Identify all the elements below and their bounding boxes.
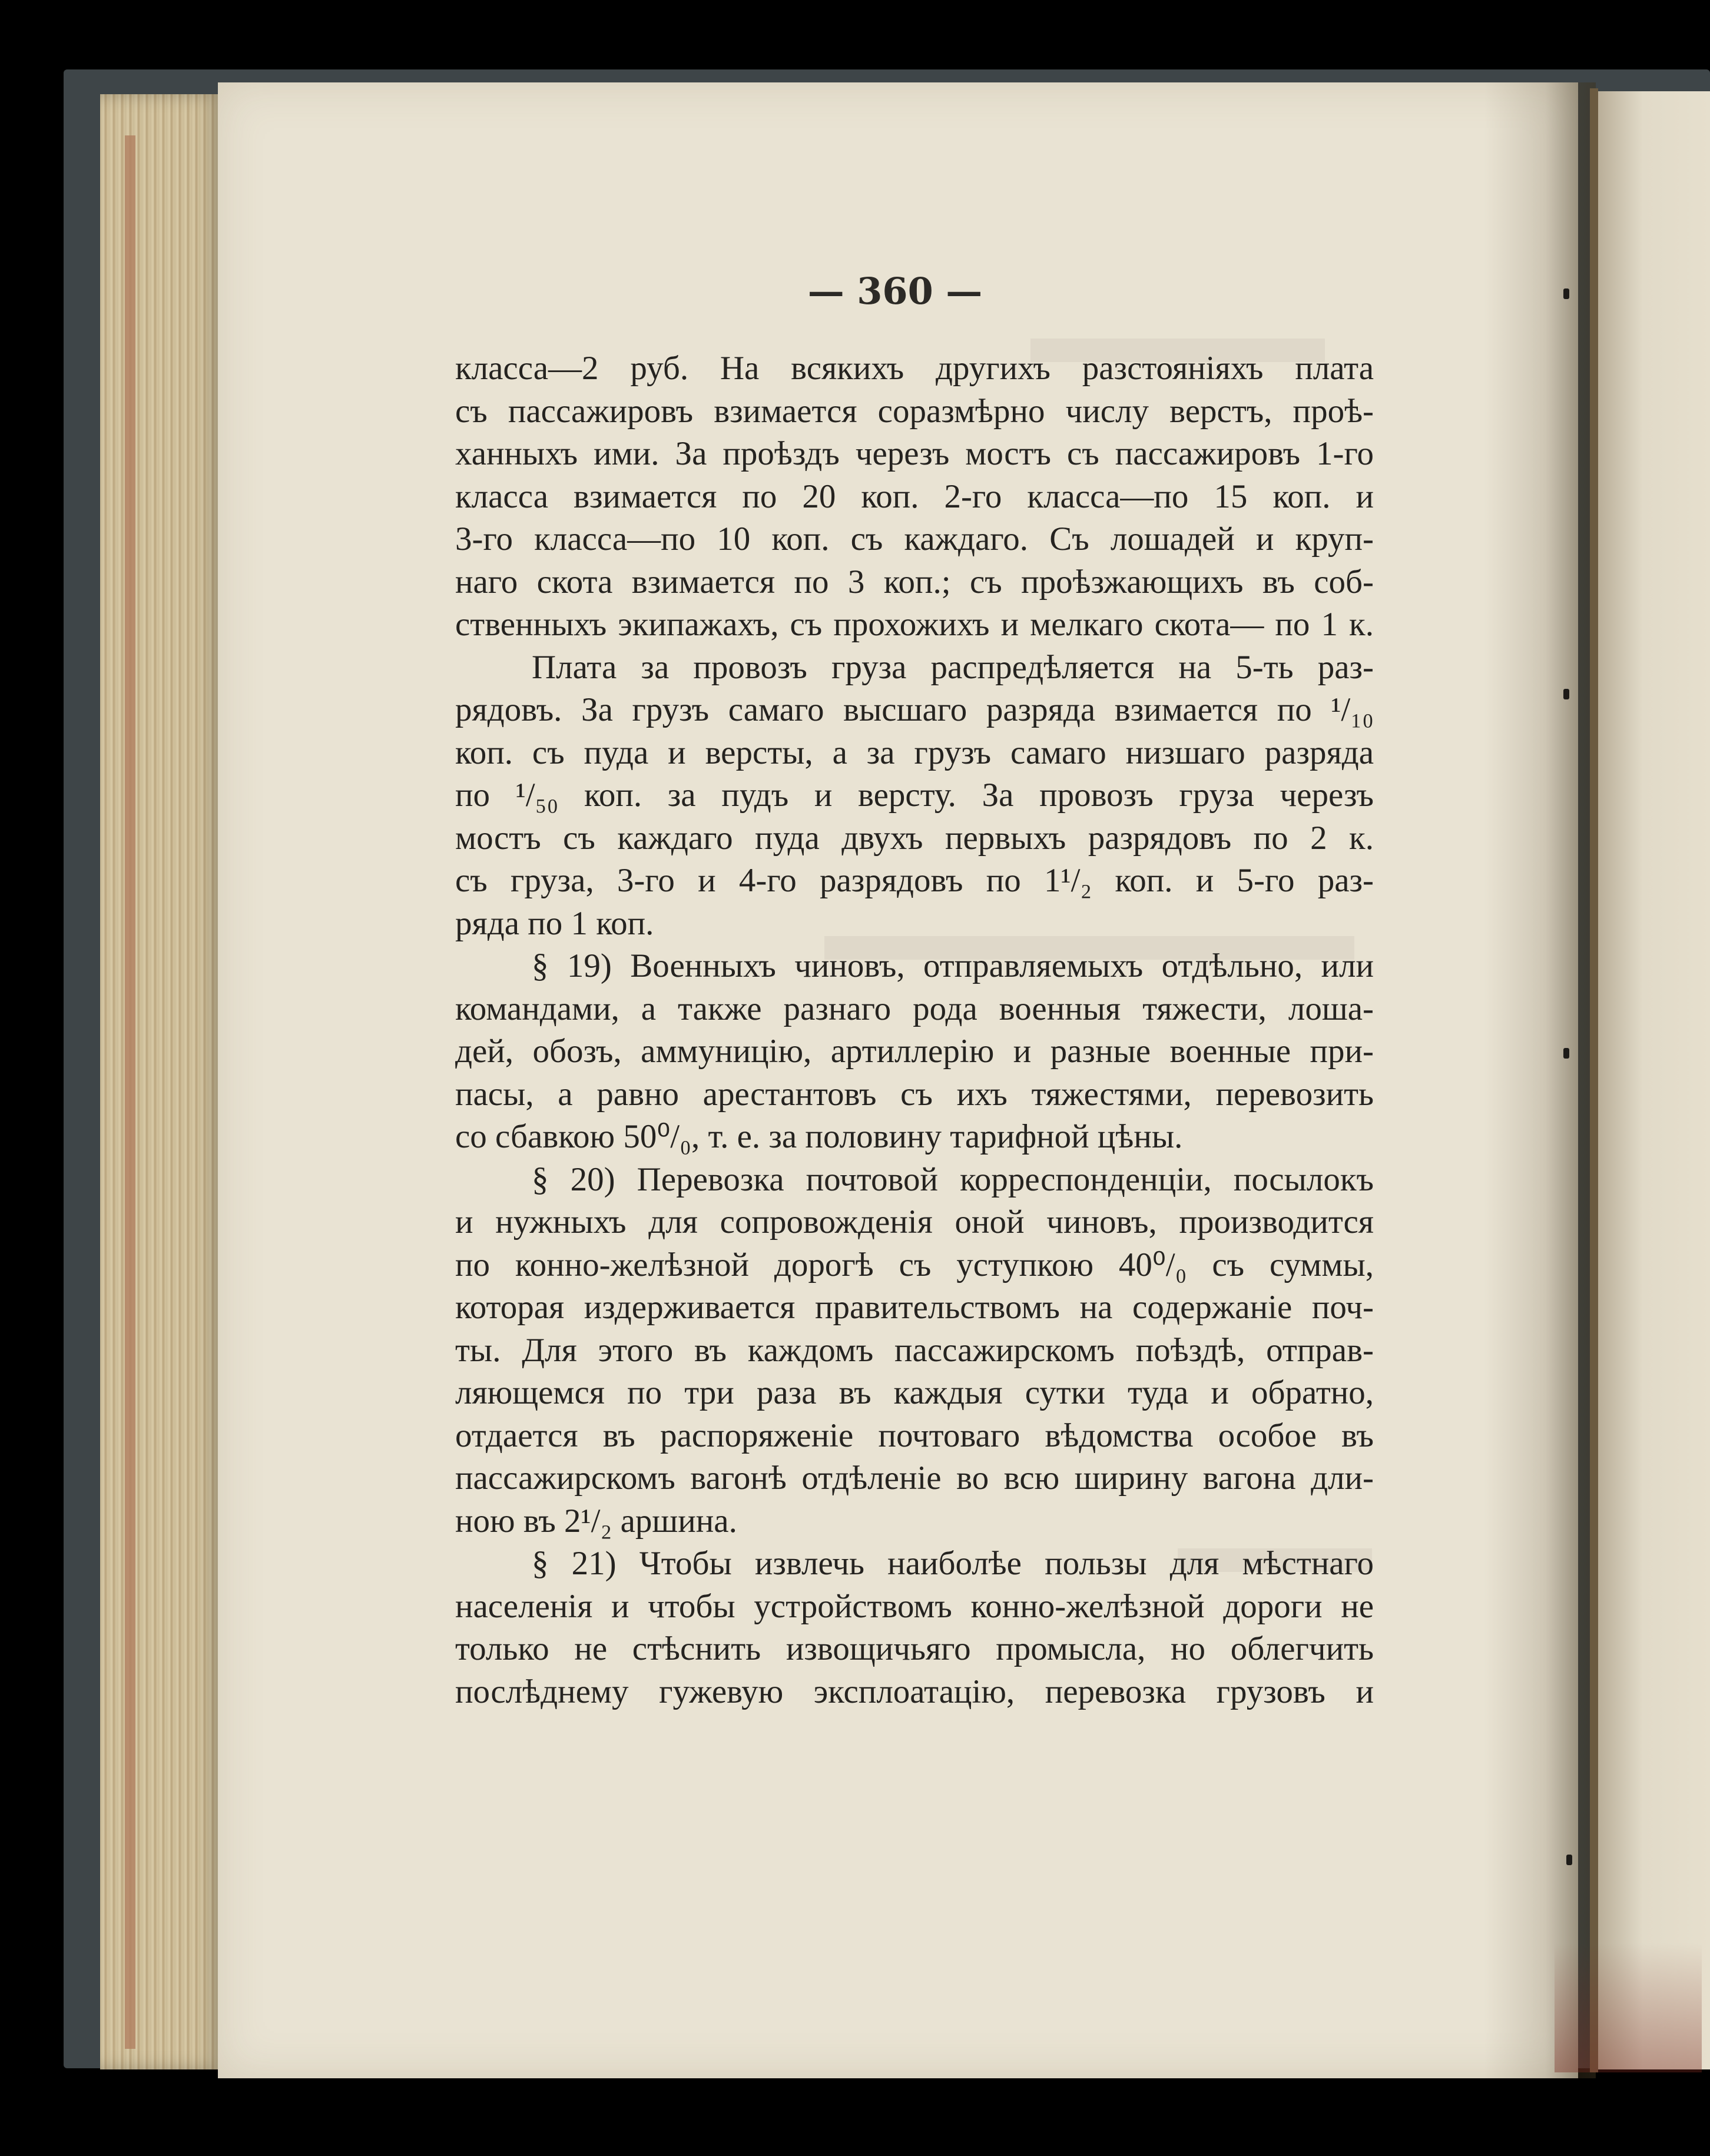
- text-line: послѣднему гужевую эксплоатацію, перевозка грузовъ и: [455, 1673, 1374, 1710]
- margin-mark: [1563, 1048, 1569, 1059]
- text-line: ханныхъ ими. За проѣздъ черезъ мостъ съ пассажировъ 1-го: [455, 435, 1374, 472]
- text-line: дей, обозъ, аммуницію, артиллерію и разные военные при-: [455, 1033, 1374, 1070]
- text-line: 3-го класса—по 10 коп. съ каждаго. Съ лошадей и круп-: [455, 520, 1374, 558]
- text-line: отдается въ распоряженіе почтоваго вѣдомства особое въ: [455, 1417, 1374, 1454]
- text-line: ляющемся по три раза въ каждыя сутки туда и обратно,: [455, 1374, 1374, 1411]
- text-line: § 21) Чтобы извлечь наиболѣе пользы для мѣстнаго: [532, 1545, 1374, 1582]
- text-line: командами, а также разнаго рода военныя тяжести, лоша-: [455, 990, 1374, 1027]
- page-block-stain: [125, 135, 135, 2049]
- paragraph: [455, 1543, 1374, 1713]
- margin-mark: [1563, 288, 1569, 299]
- text-line: § 20) Перевозка почтовой корреспонденціи, посылокъ: [532, 1160, 1374, 1198]
- text-line: ряда по 1 коп.: [455, 904, 654, 942]
- text-line: ною въ 2¹/₂ аршина.: [455, 1502, 737, 1540]
- text-line: которая издерживается правительствомъ на содержаніе поч-: [455, 1289, 1374, 1326]
- text-line: по ¹/₅₀ коп. за пудъ и версту. За провозъ груза черезъ: [455, 777, 1374, 814]
- text-line: класса взимается по 20 коп. 2-го класса—по 15 коп. и: [455, 477, 1374, 515]
- page-block-edge: [100, 94, 224, 2069]
- text-line: ственныхъ экипажахъ, съ прохожихъ и мелкаго скота— по 1 к.: [455, 606, 1374, 643]
- text-line: со сбавкою 50⁰/₀, т. е. за половину тарифной цѣны.: [455, 1118, 1183, 1155]
- text-line: только не стѣснить извощичьяго промысла, но облегчить: [455, 1630, 1374, 1667]
- page-gutter: [1484, 82, 1596, 2078]
- book-spine: [1590, 88, 1598, 2072]
- paragraph: [455, 646, 1374, 946]
- text-line: рядовъ. За грузъ самаго высшаго разряда взимается по ¹/₁₀: [455, 691, 1374, 728]
- paragraph: [455, 945, 1374, 1159]
- margin-mark: [1566, 1855, 1572, 1865]
- body-text: [455, 347, 1374, 1713]
- text-line: коп. съ пуда и версты, а за грузъ самаго низшаго разряда: [455, 734, 1374, 771]
- text-line: населенія и чтобы устройствомъ конно-желѣзной дороги не: [455, 1587, 1374, 1625]
- text-line: Плата за провозъ груза распредѣляется на 5-ть раз-: [532, 648, 1374, 686]
- text-line: мостъ съ каждаго пуда двухъ первыхъ разрядовъ по 2 к.: [455, 819, 1374, 857]
- text-line: ты. Для этого въ каждомъ пассажирскомъ поѣздѣ, отправ-: [455, 1331, 1374, 1369]
- paragraph: [455, 1159, 1374, 1543]
- text-line: пасы, а равно арестантовъ съ ихъ тяжестями, перевозить: [455, 1075, 1374, 1113]
- text-line: по конно-желѣзной дорогѣ съ уступкою 40⁰/₀ съ суммы,: [455, 1246, 1374, 1283]
- text-line: § 19) Военныхъ чиновъ, отправляемыхъ отдѣльно, или: [532, 947, 1374, 984]
- paragraph: [455, 347, 1374, 646]
- text-line: съ груза, 3-го и 4-го разрядовъ по 1¹/₂ коп. и 5-го раз-: [455, 862, 1374, 899]
- text-line: пассажирскомъ вагонѣ отдѣленіе во всю ширину вагона дли-: [455, 1460, 1374, 1497]
- text-line: и нужныхъ для сопровожденія оной чиновъ, производится: [455, 1203, 1374, 1240]
- page-number: — 360 —: [807, 270, 983, 313]
- text-line: съ пассажировъ взимается соразмѣрно числу верстъ, проѣ-: [455, 392, 1374, 430]
- text-line: наго скота взимается по 3 коп.; съ проѣзжающихъ въ соб-: [455, 563, 1374, 601]
- text-line: класса—2 руб. На всякихъ другихъ разстояніяхъ плата: [455, 350, 1374, 387]
- facing-page: [1598, 91, 1710, 2069]
- facing-page-edge: [1555, 1943, 1702, 2072]
- margin-mark: [1563, 689, 1569, 699]
